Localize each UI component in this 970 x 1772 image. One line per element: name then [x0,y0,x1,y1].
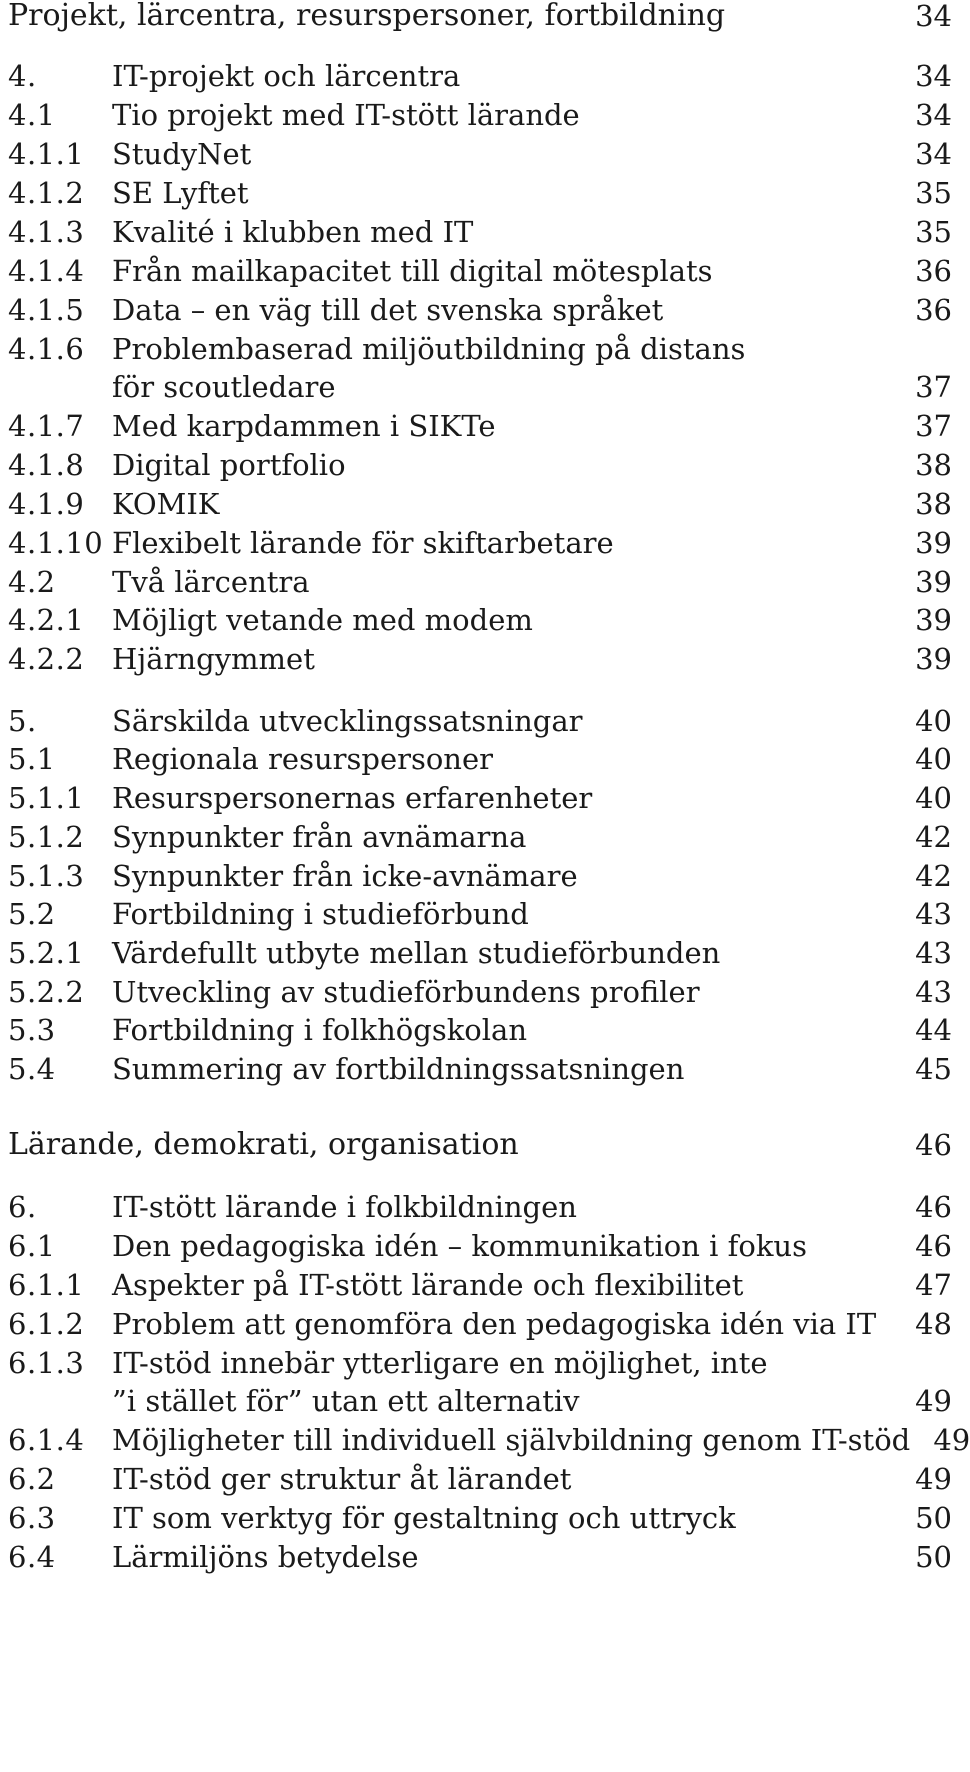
toc-entry [8,1306,952,1342]
entry-title: Data – en väg till det svenska språket [112,293,664,327]
entry-title: IT-stöd innebär ytterligare en möjlighet, inte [112,1346,768,1380]
toc-entry [8,486,952,522]
entry-title: Aspekter på IT-stött lärande och flexibilitet [112,1268,744,1302]
section-heading [8,1127,952,1163]
entry-title: KOMIK [112,487,220,521]
toc-entry [8,214,952,250]
entry-title: Summering av fortbildningssatsningen [112,1052,685,1086]
entry-number: 6. [8,1190,37,1224]
entry-page: 46 [915,1190,952,1224]
entry-title: Synpunkter från icke-avnämare [112,859,578,893]
toc-entry [8,292,952,328]
toc-entry [8,1500,952,1536]
entry-number: 6.4 [8,1540,56,1574]
entry-title: Projekt, lärcentra, resurspersoner, fortbildning [8,0,726,33]
entry-page: 36 [915,293,952,327]
toc-entry [8,974,952,1010]
entry-page: 48 [915,1307,952,1341]
entry-number: 4.2.1 [8,603,85,637]
entry-title: Lärmiljöns betydelse [112,1540,419,1574]
entry-number: 6.1.2 [8,1307,85,1341]
toc-entry [8,525,952,561]
entry-title: Problembaserad miljöutbildning på distans [112,332,746,366]
entry-number: 5.2.2 [8,975,85,1009]
entry-number: 6.1.4 [8,1423,85,1457]
entry-number: 4.1.2 [8,176,85,210]
entry-page: 50 [915,1540,952,1574]
entry-page: 34 [915,59,952,93]
entry-title: Möjligheter till individuell självbildning genom IT-stöd [112,1423,911,1457]
entry-page: 46 [915,1229,952,1263]
entry-page: 50 [915,1501,952,1535]
toc-entry [8,1228,952,1264]
entry-title: Hjärngymmet [112,642,315,676]
entry-page: 44 [915,1013,952,1047]
entry-page: 37 [915,409,952,443]
entry-number: 4.2 [8,565,56,599]
entry-page: 39 [915,565,952,599]
entry-title: Problem att genomföra den pedagogiska idén via IT [112,1307,877,1341]
toc-entry [8,564,952,600]
toc-entry [8,1422,970,1458]
entry-page: 43 [915,936,952,970]
entry-title: Utveckling av studieförbundens profiler [112,975,700,1009]
entry-title: Två lärcentra [112,565,310,599]
entry-page: 49 [915,1462,952,1496]
toc-entry [8,331,952,367]
entry-title: Resurspersonernas erfarenheter [112,781,593,815]
entry-number: 4.1.1 [8,137,85,171]
entry-number: 5.3 [8,1013,56,1047]
entry-page: 46 [915,1128,952,1162]
entry-page: 34 [915,98,952,132]
entry-title: Digital portfolio [112,448,346,482]
entry-number: 4.1.3 [8,215,85,249]
entry-number: 4.1 [8,98,56,132]
toc-entry-continuation [8,369,952,405]
entry-title: Tio projekt med IT-stött lärande [112,98,580,132]
entry-page: 45 [915,1052,952,1086]
toc-entry [8,1051,952,1087]
toc-entry [8,1267,952,1303]
entry-page: 39 [915,526,952,560]
entry-page: 37 [915,370,952,404]
entry-title: Regionala resurspersoner [112,742,494,776]
entry-title: IT-projekt och lärcentra [112,59,461,93]
entry-number: 6.1.3 [8,1346,85,1380]
entry-number: 6.2 [8,1462,56,1496]
entry-title: Lärande, demokrati, organisation [8,1127,519,1162]
toc-entry [8,741,952,777]
entry-number: 5.1.1 [8,781,85,815]
entry-number: 5.2 [8,897,56,931]
entry-page: 39 [915,603,952,637]
entry-number: 5.1 [8,742,56,776]
toc-entry [8,447,952,483]
entry-page: 40 [915,781,952,815]
entry-page: 36 [915,254,952,288]
entry-number: 5. [8,704,37,738]
toc-entry [8,1012,952,1048]
entry-page: 39 [915,642,952,676]
entry-title: IT-stöd ger struktur åt lärandet [112,1462,572,1496]
entry-page: 42 [915,859,952,893]
entry-page: 49 [915,1384,952,1418]
entry-page: 40 [915,742,952,776]
toc-entry [8,819,952,855]
entry-number: 5.1.2 [8,820,85,854]
entry-title: Från mailkapacitet till digital mötesplats [112,254,713,288]
toc-entry [8,780,952,816]
toc-entry [8,136,952,172]
entry-number: 4.1.6 [8,332,85,366]
toc-entry [8,1539,952,1575]
entry-number: 4.1.9 [8,487,85,521]
entry-number: 4.1.5 [8,293,85,327]
entry-page: 34 [915,137,952,171]
entry-number: 5.1.3 [8,859,85,893]
entry-page: 38 [915,448,952,482]
entry-title: Kvalité i klubben med IT [112,215,474,249]
entry-title: Möjligt vetande med modem [112,603,533,637]
toc-entry [8,58,952,94]
entry-number: 4.1.10 [8,526,104,560]
toc-entry [8,1189,952,1225]
entry-page: 35 [915,176,952,210]
entry-page: 40 [915,704,952,738]
entry-page: 42 [915,820,952,854]
entry-title: Fortbildning i folkhögskolan [112,1013,527,1047]
toc-entry [8,1461,952,1497]
entry-number: 4.2.2 [8,642,85,676]
entry-number: 4.1.8 [8,448,85,482]
entry-title: Fortbildning i studieförbund [112,897,529,931]
entry-number: 4.1.7 [8,409,85,443]
entry-title: Synpunkter från avnämarna [112,820,527,854]
entry-page: 35 [915,215,952,249]
entry-number: 6.1.1 [8,1268,85,1302]
entry-number: 4. [8,59,37,93]
entry-title: IT-stött lärande i folkbildningen [112,1190,577,1224]
toc-entry-continuation [8,1383,952,1419]
entry-page: 38 [915,487,952,521]
toc-entry [8,175,952,211]
entry-title: Värdefullt utbyte mellan studieförbunden [112,936,721,970]
toc-entry [8,97,952,133]
entry-title: Den pedagogiska idén – kommunikation i fokus [112,1229,807,1263]
entry-title: för scoutledare [112,370,336,404]
entry-number: 5.4 [8,1052,56,1086]
entry-title: SE Lyftet [112,176,249,210]
entry-page: 43 [915,975,952,1009]
entry-number: 6.1 [8,1229,56,1263]
entry-page: 43 [915,897,952,931]
entry-title: StudyNet [112,137,252,171]
entry-number: 5.2.1 [8,936,85,970]
entry-number: 4.1.4 [8,254,85,288]
toc-entry [8,935,952,971]
toc-entry [8,703,952,739]
toc-entry [8,641,952,677]
entry-title: Särskilda utvecklingssatsningar [112,704,583,738]
entry-number: 6.3 [8,1501,56,1535]
toc-entry [8,253,952,289]
entry-page: 47 [915,1268,952,1302]
entry-page: 49 [933,1423,970,1457]
entry-title: ”i stället för” utan ett alternativ [112,1384,580,1418]
section-heading [8,0,952,34]
toc-entry [8,602,952,638]
entry-page: 34 [915,0,952,33]
entry-title: Med karpdammen i SIKTe [112,409,496,443]
toc-entry [8,1345,952,1381]
toc-entry [8,896,952,932]
toc-entry [8,858,952,894]
entry-title: Flexibelt lärande för skiftarbetare [112,526,614,560]
toc-entry [8,408,952,444]
entry-title: IT som verktyg för gestaltning och uttryck [112,1501,736,1535]
